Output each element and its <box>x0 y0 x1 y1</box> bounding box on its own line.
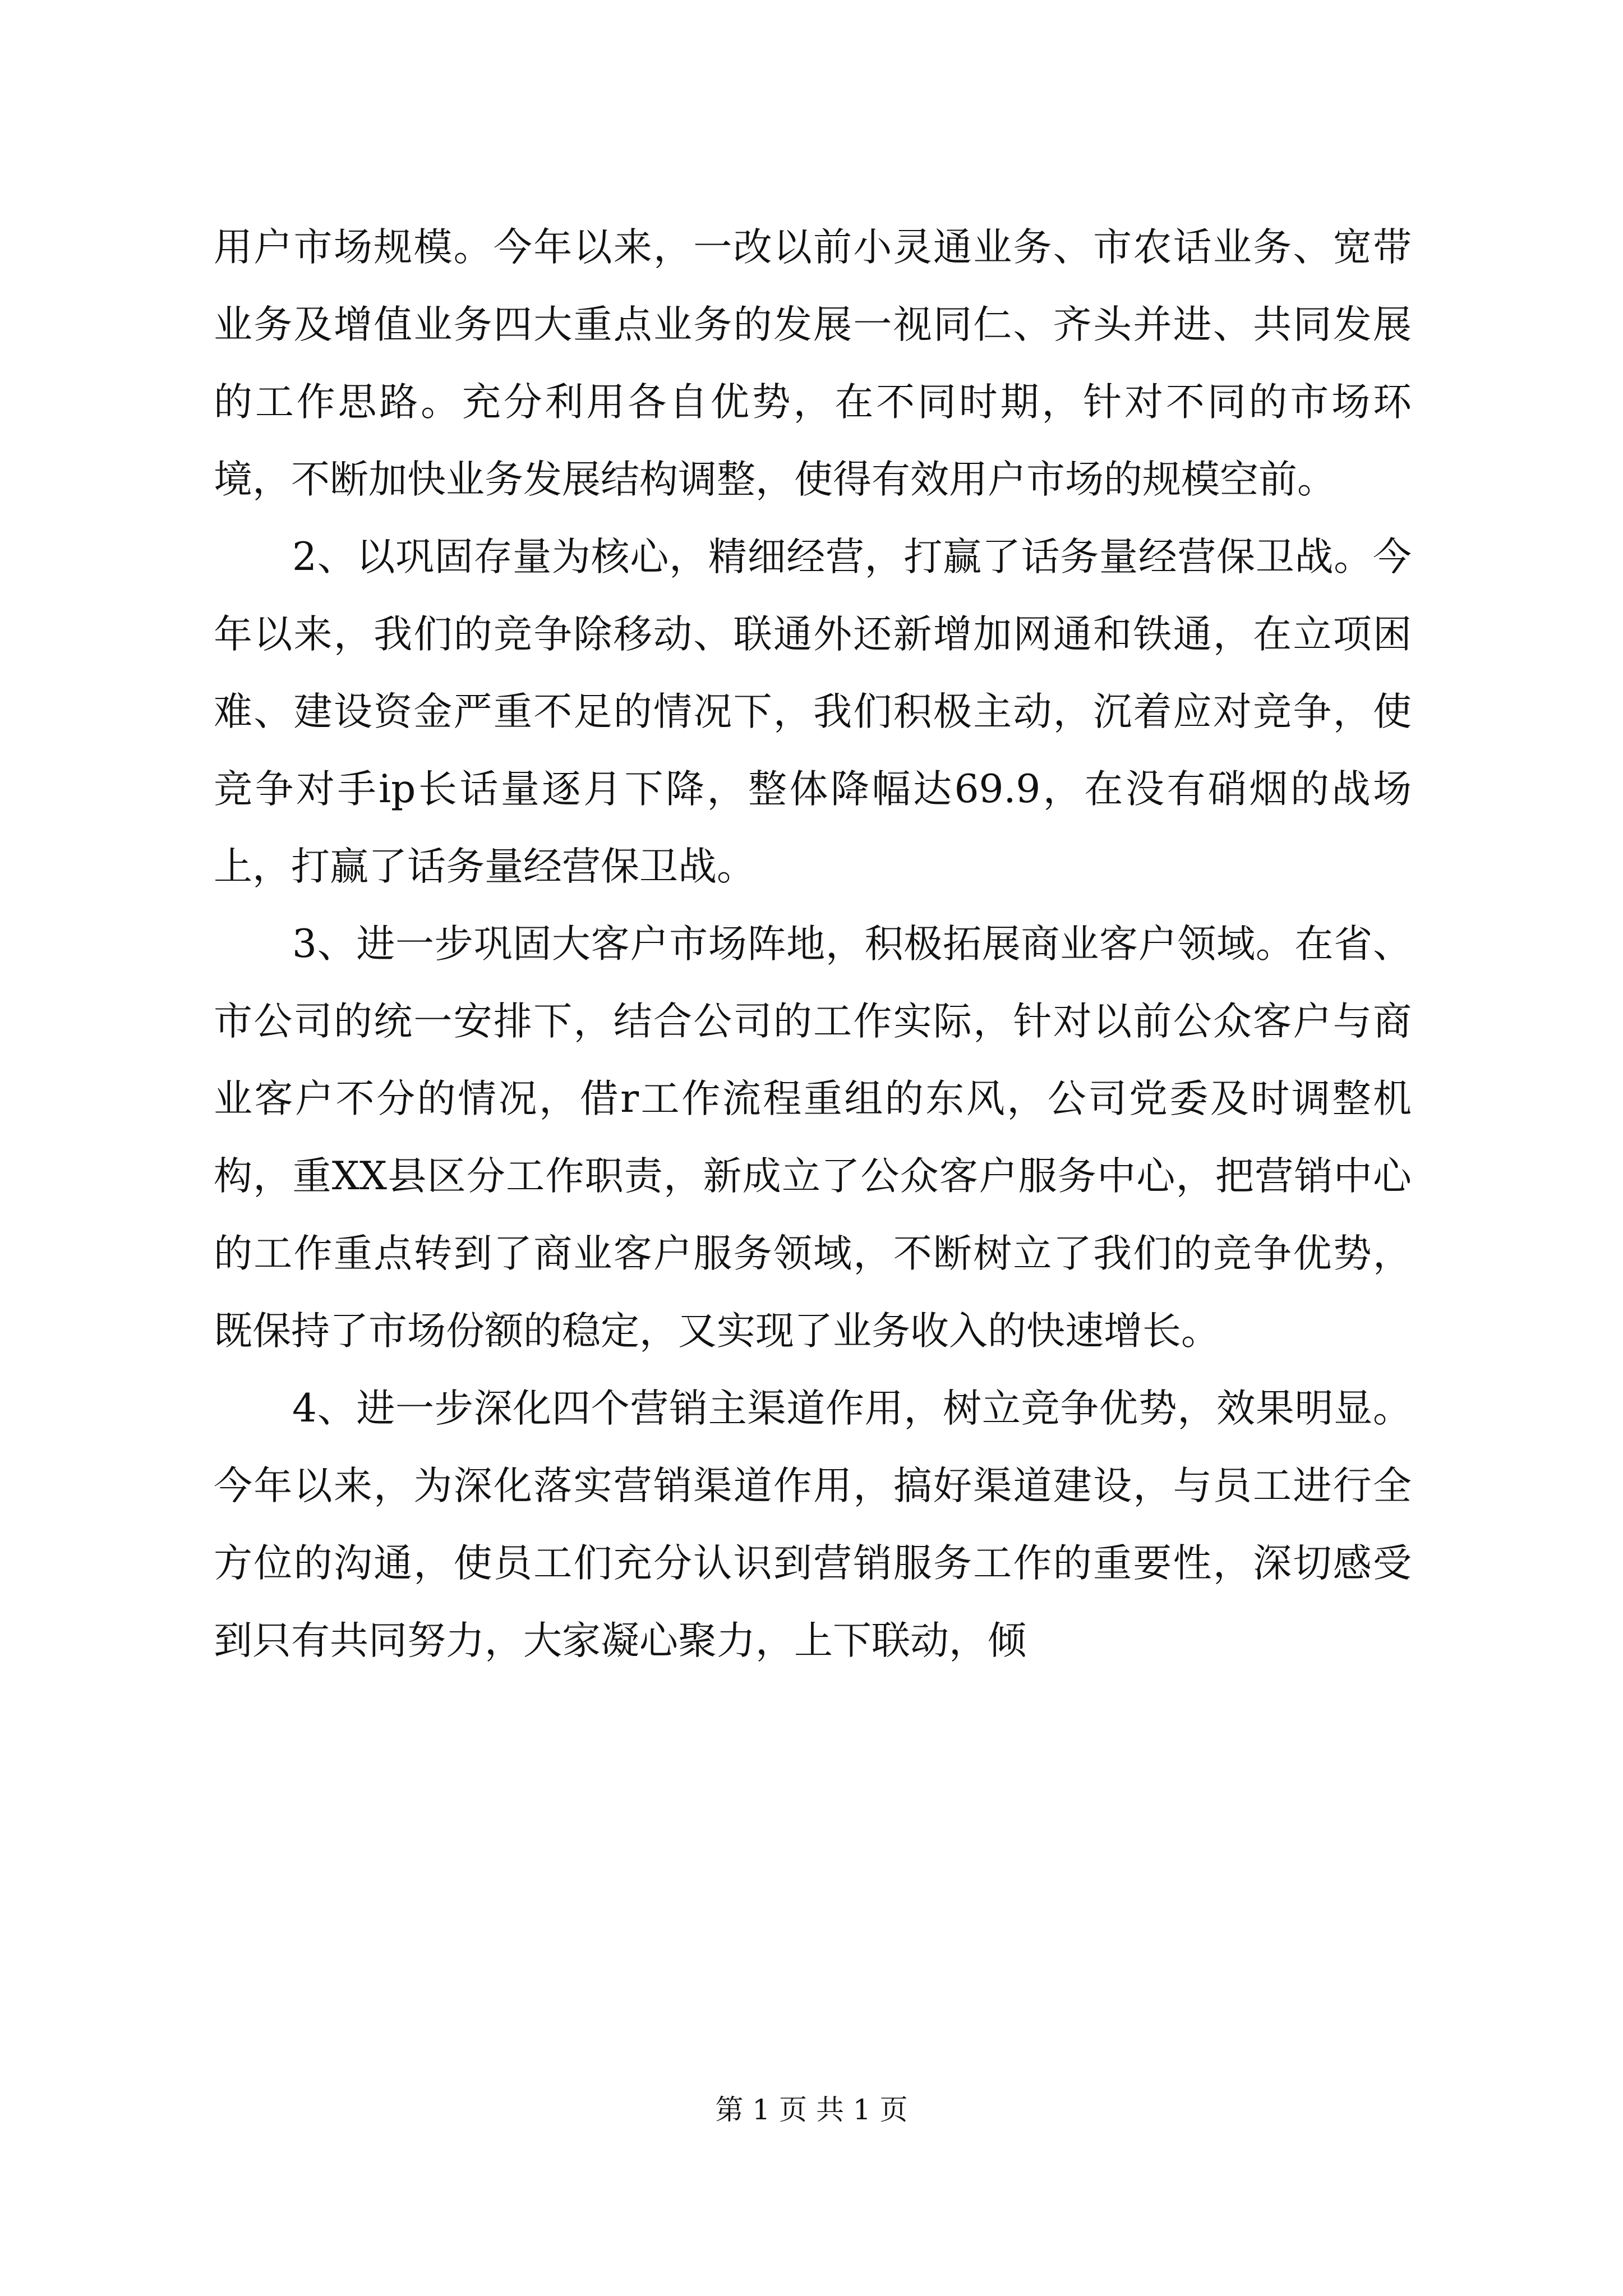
paragraph-item-4: 4、进一步深化四个营销主渠道作用，树立竞争优势，效果明显。今年以来，为深化落实营销渠道作用，搞好渠道建设，与员工进行全方位的沟通，使员工们充分认识到营销服务工作的重要性，深切感受到只有共同努力，大家凝心聚力，上下联动，倾 <box>214 1386 1412 1663</box>
paragraph-continuation: 用户市场规模。今年以来，一改以前小灵通业务、市农话业务、宽带业务及增值业务四大重点业务的发展一视同仁、齐头并进、共同发展的工作思路。充分利用各自优势，在不同时期，针对不同的市场环境，不断加快业务发展结构调整，使得有效用户市场的规模空前。 <box>214 225 1412 502</box>
document-body <box>214 209 1412 1680</box>
page-number: 第 1 页 共 1 页 <box>715 2093 908 2126</box>
page-footer <box>0 2090 1623 2129</box>
paragraph-item-2: 2、以巩固存量为核心，精细经营，打赢了话务量经营保卫战。今年以来，我们的竞争除移动、联通外还新增加网通和铁通，在立项困难、建设资金严重不足的情况下，我们积极主动，沉着应对竞争，使竞争对手ip长话量逐月下降，整体降幅达69.9，在没有硝烟的战场上，打赢了话务量经营保卫战。 <box>214 535 1412 889</box>
paragraph-item-3: 3、进一步巩固大客户市场阵地，积极拓展商业客户领域。在省、市公司的统一安排下，结合公司的工作实际，针对以前公众客户与商业客户不分的情况，借r工作流程重组的东风，公司党委及时调整机构，重XX县区分工作职责，新成立了公众客户服务中心，把营销中心的工作重点转到了商业客户服务领域，不断树立了我们的竞争优势，既保持了市场份额的稳定，又实现了业务收入的快速增长。 <box>214 922 1412 1354</box>
